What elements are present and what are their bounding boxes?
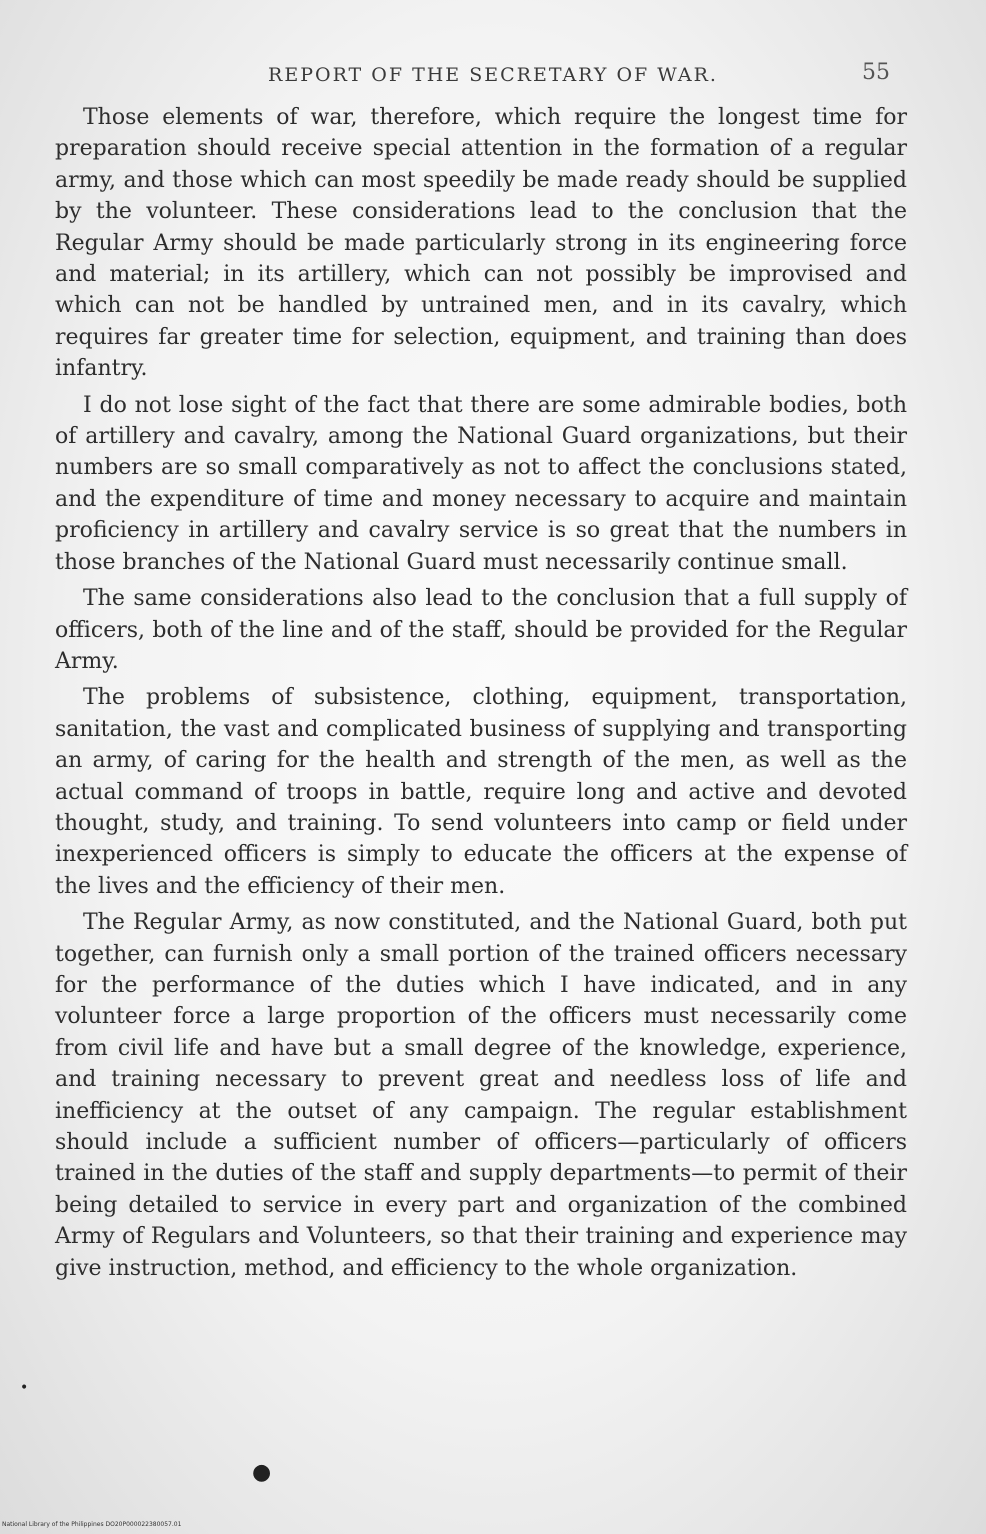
- paragraph-5: The Regular Army, as now constituted, and the National Guard, both put together, can furnish only a small portion of the trained officers necessary for the performance of the duties which I have indicated, and in any volunteer force a large proportion of the officers must necessarily come from civil life and have but a small degree of the knowledge, experience, and training necessary to prevent great and needless loss of life and inefficiency at the outset of any campaign. The regular establishment should include a sufficient number of officers—particularly of officers trained in the duties of the staff and supply departments—to permit of their being detailed to service in every part and organization of the combined Army of Regulars and Volunteers, so that their training and experience may give instruction, method, and efficiency to the whole organization.: [55, 910, 907, 1281]
- scan-footer: National Library of the Philippines DO20P000022380057.01: [2, 1521, 182, 1528]
- margin-dot-icon: •: [20, 1380, 29, 1396]
- paragraph-3: The same considerations also lead to the conclusion that a full supply of officers, both of the line and of the staff, should be provided for the Regular Army.: [55, 586, 907, 674]
- paragraph-2: I do not lose sight of the fact that there are some admirable bodies, both of artillery and cavalry, among the National Guard organizations, but their numbers are so small comparatively as not to affect the conclusions stated, and the expenditure of time and money necessary to acquire and maintain proficiency in artillery and cavalry service is so great that the numbers in those branches of the National Guard must necessarily continue small.: [55, 392, 907, 575]
- page-header: [0, 60, 986, 92]
- running-title: REPORT OF THE SECRETARY OF WAR.: [268, 64, 718, 86]
- paragraph-1: Those elements of war, therefore, which require the longest time for preparation should receive special attention in the formation of a regular army, and those which can most speedily be made ready should be supplied by the volunteer. These considerations lead to the conclusion that the Regular Army should be made particularly strong in its engineering force and material; in its artillery, which can not possibly be improvised and which can not be handled by untrained men, and in its cavalry, which requires far greater time for selection, equipment, and training than does infantry.: [55, 105, 907, 382]
- ink-dot-icon: ●: [252, 1460, 272, 1485]
- paragraph-4: The problems of subsistence, clothing, equipment, transportation, sanitation, the vast and complicated business of supplying and transporting an army, of caring for the health and strength of the men, as well as the actual command of troops in battle, require long and active and devoted thought, study, and training. To send volunteers into camp or field under inexperienced officers is simply to educate the officers at the expense of the lives and the efficiency of their men.: [55, 685, 907, 899]
- page-number: 55: [862, 60, 890, 85]
- body-text: [55, 102, 907, 1289]
